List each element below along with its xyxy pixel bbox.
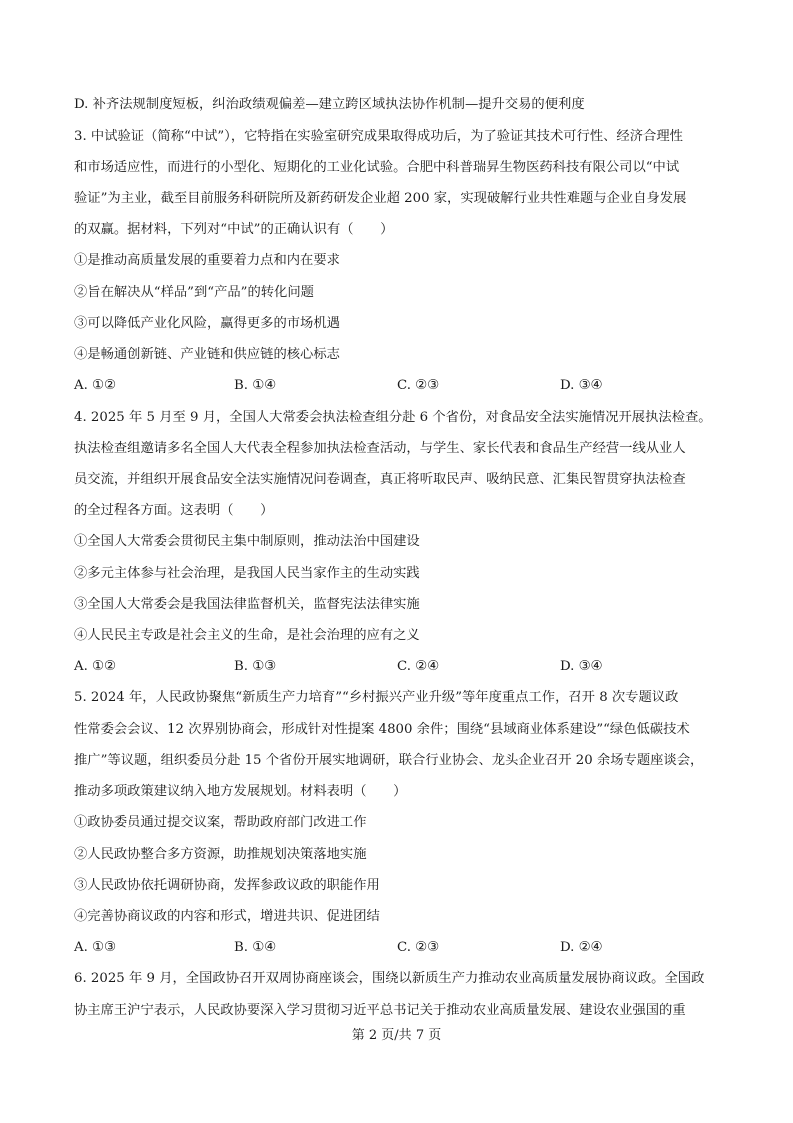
question-3-options	[74, 377, 724, 395]
question-5-statement-3: ③人民政协依托调研协商，发挥参政议政的职能作用	[74, 878, 380, 893]
question-4-stem-line-1: 4. 2025 年 5 月至 9 月，全国人大常委会执法检查组分赴 6 个省份，对食品安全法实施情况开展执法检查。	[74, 410, 712, 425]
question-5-statement-1: ①政协委员通过提交议案，帮助政府部门改进工作	[74, 815, 367, 830]
question-5-stem-line-4: 推动多项政策建议纳入地方发展规划。材料表明（ ）	[74, 784, 407, 799]
question-6-stem-line-2: 协主席王沪宁表示，人民政协要深入学习贯彻习近平总书记关于推动农业高质量发展、建设农业强国的重	[74, 1003, 686, 1018]
question-5-option-c: C. ②③	[397, 940, 439, 955]
question-4-options	[74, 658, 724, 676]
question-3-stem-line-2: 和市场适应性，而进行的小型化、短期化的工业化试验。合肥中科普瑞昇生物医药科技有限公司以“中试	[74, 160, 680, 175]
question-4-statement-1: ①全国人大常委会贯彻民主集中制原则，推动法治中国建设	[74, 534, 420, 549]
question-5-statement-2: ②人民政协整合多方资源，助推规划决策落地实施	[74, 847, 367, 862]
question-4-statement-2: ②多元主体参与社会治理，是我国人民当家作主的生动实践	[74, 566, 420, 581]
question-3-option-c: C. ②③	[397, 378, 439, 393]
question-4-statement-3: ③全国人大常委会是我国法律监督机关，监督宪法法律实施	[74, 597, 420, 612]
question-3-statement-3: ③可以降低产业化风险，赢得更多的市场机遇	[74, 316, 340, 331]
question-3-option-d: D. ③④	[560, 378, 603, 393]
question-5-statement-4: ④完善协商议政的内容和形式，增进共识、促进团结	[74, 909, 380, 924]
question-3-option-a: A. ①②	[74, 378, 116, 393]
question-5-option-b: B. ①④	[234, 940, 277, 955]
question-4-option-d: D. ③④	[560, 659, 603, 674]
question-5-stem-line-2: 性常委会会议、12 次界别协商会，形成针对性提案 4800 余件；围绕“县域商业体系建设”“绿色低碳技术	[74, 722, 690, 737]
question-5-option-a: A. ①③	[74, 940, 116, 955]
question-4-statement-4: ④人民民主专政是社会主义的生命，是社会治理的应有之义	[74, 628, 420, 643]
question-4-stem-line-3: 员交流，并组织开展食品安全法实施情况问卷调查，真正将听取民声、吸纳民意、汇集民智贯穿执法检查	[74, 472, 686, 487]
question-4-option-a: A. ①②	[74, 659, 116, 674]
question-6-stem-line-1: 6. 2025 年 9 月，全国政协召开双周协商座谈会，围绕以新质生产力推动农业高质量发展协商议政。全国政	[74, 971, 705, 986]
question-5-stem-line-1: 5. 2024 年，人民政协聚焦“新质生产力培育”“乡村振兴产业升级”等年度重点工作，召开 8 次专题议政	[74, 690, 679, 705]
question-4-option-b: B. ①③	[234, 659, 277, 674]
question-3-stem-line-1: 3. 中试验证（简称“中试”），它特指在实验室研究成果取得成功后，为了验证其技术可行性、经济合理性	[74, 129, 683, 144]
page-footer: 第 2 页/共 7 页	[351, 1028, 442, 1043]
question-3-statement-1: ①是推动高质量发展的重要着力点和内在要求	[74, 253, 340, 268]
question-5-options	[74, 939, 724, 957]
question-4-stem-line-4: 的全过程各方面。这表明（ ）	[74, 503, 274, 518]
question-5-stem-line-3: 推广”等议题，组织委员分赴 15 个省份开展实地调研，联合行业协会、龙头企业召开 20 余场专题座谈会，	[74, 753, 704, 768]
option-d-q2: D. 补齐法规制度短板，纠治政绩观偏差—建立跨区域执法协作机制—提升交易的便利度	[74, 97, 585, 112]
question-3-option-b: B. ①④	[234, 378, 277, 393]
question-5-option-d: D. ②④	[560, 940, 603, 955]
question-3-statement-4: ④是畅通创新链、产业链和供应链的核心标志	[74, 347, 340, 362]
question-3-statement-2: ②旨在解决从“样品”到“产品”的转化问题	[74, 285, 314, 300]
question-3-stem-line-4: 的双赢。据材料，下列对“中试”的正确认识有（ ）	[74, 222, 394, 237]
question-4-stem-line-2: 执法检查组邀请多名全国人大代表全程参加执法检查活动，与学生、家长代表和食品生产经营一线从业人	[74, 441, 686, 456]
question-3-stem-line-3: 验证”为主业，截至目前服务科研院所及新药研发企业超 200 家，实现破解行业共性难题与企业自身发展	[74, 191, 687, 206]
question-4-option-c: C. ②④	[397, 659, 439, 674]
